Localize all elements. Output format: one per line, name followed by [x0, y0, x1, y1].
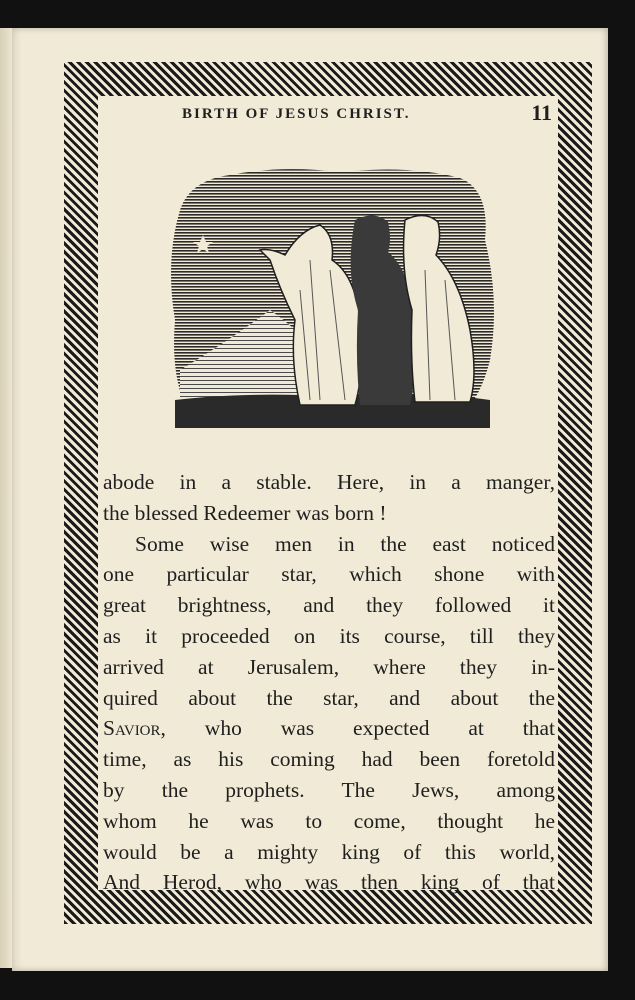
text-line: one particular star, which shone with [103, 562, 555, 587]
text-line: by the prophets. The Jews, among [103, 777, 555, 802]
text-line-savior [103, 713, 555, 744]
text-line: Some wise men in the east noticed [135, 531, 555, 556]
text-line: time, as his coming had been foretold [103, 747, 555, 772]
text-line: And Herod, who was then king of that [103, 870, 555, 895]
text-line: as it proceeded on its course, till they [103, 623, 555, 648]
savior-small-caps: Savior [103, 716, 161, 741]
text-line: abode in a stable. Here, in a manger, [103, 470, 555, 494]
body-text [103, 467, 555, 898]
text-line: great brightness, and they followed it [103, 593, 555, 618]
text-line: the blessed Redeemer was born ! [103, 500, 387, 525]
text-line: arrived at Jerusalem, where they in- [103, 654, 555, 679]
savior-line-rest: , who was expected at that [160, 716, 555, 741]
text-line: quired about the star, and about the [103, 685, 555, 710]
running-header [104, 100, 556, 130]
wise-men-following-star-icon [160, 160, 505, 435]
page-number: 11 [531, 100, 552, 125]
text-line: whom he was to come, thought he [103, 808, 555, 833]
text-line: would be a mighty king of this world, [103, 839, 555, 864]
chapter-title: BIRTH OF JESUS CHRIST. [182, 106, 411, 122]
